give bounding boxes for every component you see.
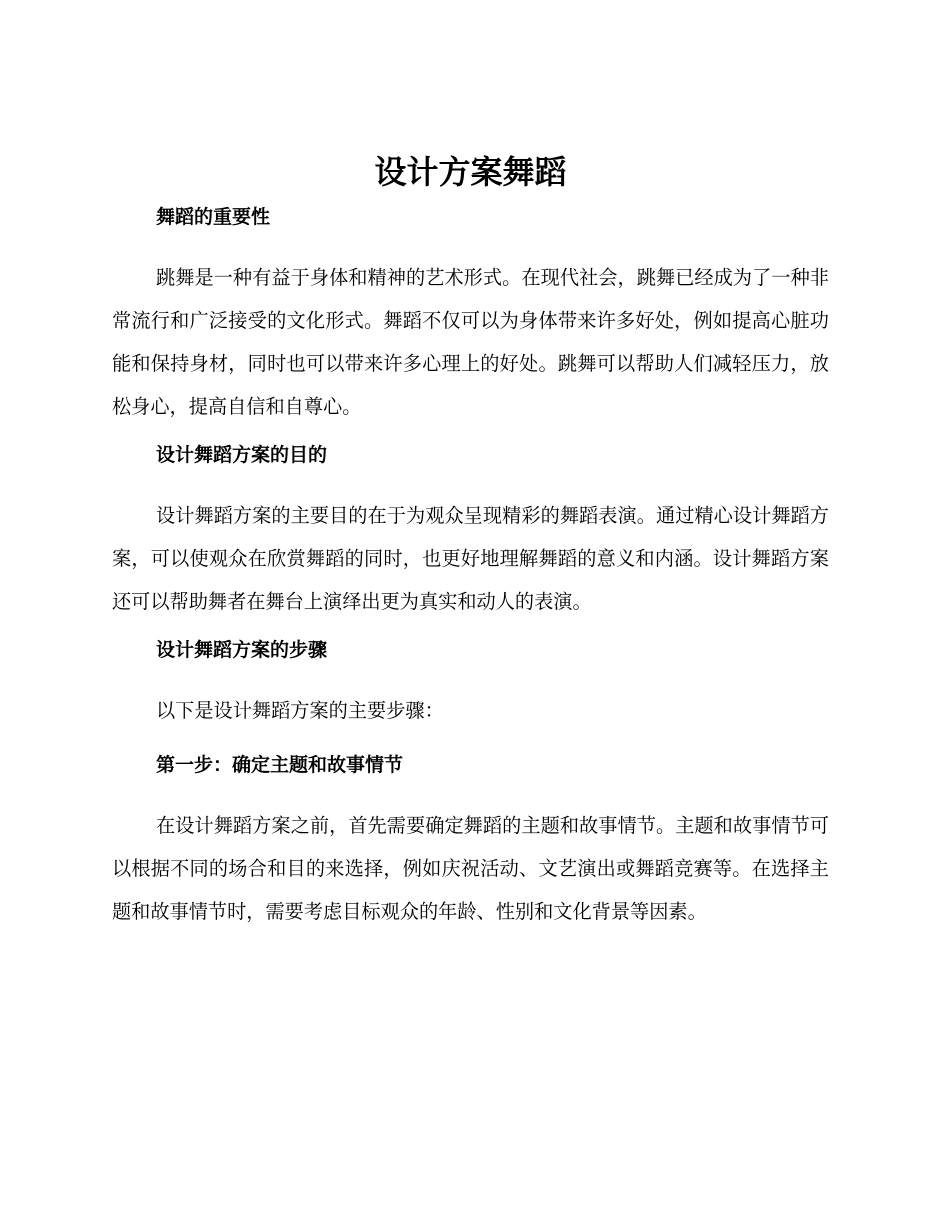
- section-paragraph-steps: 以下是设计舞蹈方案的主要步骤：: [156, 699, 444, 722]
- section-paragraph-purpose: 设计舞蹈方案的主要目的在于为观众呈现精彩的舞蹈表演。通过精心设计舞蹈方案，可以使观众在欣赏舞蹈的同时，也更好地理解舞蹈的意义和内涵。设计舞蹈方案还可以帮助舞者在舞台上演绎出更为真实和动人的表演。: [112, 504, 829, 613]
- section-heading-purpose: 设计舞蹈方案的目的: [156, 444, 328, 466]
- section-paragraph-step-one: 在设计舞蹈方案之前，首先需要确定舞蹈的主题和故事情节。主题和故事情节可以根据不同的场合和目的来选择，例如庆祝活动、文艺演出或舞蹈竞赛等。在选择主题和故事情节时，需要考虑目标观众的年龄、性别和文化背景等因素。: [112, 814, 829, 923]
- page-title: 设计方案舞蹈: [374, 153, 567, 191]
- section-heading-step-one: 第一步：确定主题和故事情节: [156, 754, 404, 776]
- section-heading-importance: 舞蹈的重要性: [156, 206, 271, 228]
- section-paragraph-importance: 跳舞是一种有益于身体和精神的艺术形式。在现代社会，跳舞已经成为了一种非常流行和广泛接受的文化形式。舞蹈不仅可以为身体带来许多好处，例如提高心脏功能和保持身材，同时也可以带来许多心理上的好处。跳舞可以帮助人们减轻压力，放松身心，提高自信和自尊心。: [112, 266, 829, 418]
- document-content: [112, 148, 829, 945]
- section-heading-steps: 设计舞蹈方案的步骤: [156, 639, 328, 661]
